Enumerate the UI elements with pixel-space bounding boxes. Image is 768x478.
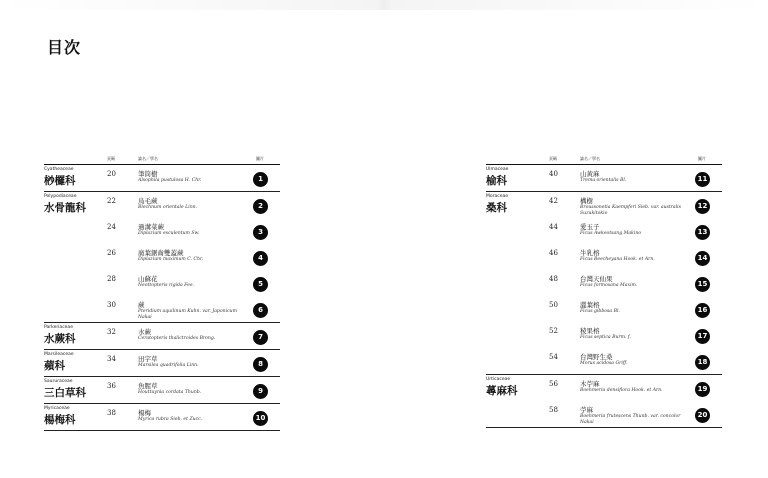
scientific-name: Ficus Beecheyana Hook. et Arn. [580,257,655,262]
family-section [486,375,722,428]
family-section [44,323,280,350]
plant-name: 過溝菜蕨 [138,223,164,231]
list-item[interactable] [44,350,280,376]
scientific-name: Ficus gibbosa Bl. [580,309,620,314]
family-latin-name: Cyatheaceae [44,167,74,172]
family-latin-name: Urticaceae [486,377,511,382]
plant-name: 水蕨 [138,328,151,336]
header-name: 論名／學名 [580,156,600,161]
plant-name: 牛乳榕 [580,249,600,257]
family-name: 蘋科 [44,360,65,372]
plant-name: 稜果榕 [580,327,600,335]
family-section [44,192,280,323]
plate-number-badge: 9 [253,384,268,399]
plant-name: 木苧麻 [580,380,600,388]
plant-name: 蕨 [138,301,145,309]
list-item[interactable] [44,244,280,270]
header-plate: 圖片 [698,156,706,161]
plant-name: 愛玉子 [580,223,600,231]
family-list [44,165,280,431]
plate-number-badge: 15 [695,277,710,292]
family-latin-name: Marsileaceae [44,352,74,357]
scientific-name: Boehmeria densiflora Hook. et Arn. [580,388,663,393]
list-item[interactable] [486,322,722,348]
scientific-name: Ceratopteris thalictroides Brong. [138,336,216,341]
plate-number-badge: 20 [695,408,710,423]
plate-number-badge: 7 [253,330,268,345]
plant-name: 苧麻 [580,406,593,414]
plate-number-badge: 4 [253,251,268,266]
page-number: 42 [549,197,558,205]
scientific-name: Boehmeria frutescens Thunb. var. concolor Nakai [580,414,681,425]
plate-number-badge: 1 [253,172,268,187]
page-title: 目次 [47,38,82,57]
plant-name: 筆筒樹 [138,170,158,178]
page-number: 54 [549,353,558,361]
family-name: 楊梅科 [44,414,76,426]
page-number: 56 [549,380,558,388]
page-number: 44 [549,223,558,231]
scientific-name: Pteridium aquilinum Kuhn. var. Japonicum Nakai [138,309,237,320]
list-item[interactable] [44,192,280,218]
plate-number-badge: 6 [253,303,268,318]
plate-number-badge: 8 [253,357,268,372]
scientific-name: Diplazium esculentum Sw. [138,231,200,236]
column-headers [44,154,280,164]
page-number: 58 [549,406,558,414]
list-item[interactable] [486,165,722,191]
scientific-name: Houttuynia cordata Thunb. [138,390,202,395]
list-item[interactable] [44,218,280,244]
family-name: 三白草科 [44,387,86,399]
plant-name: 魚腥草 [138,382,158,390]
plate-number-badge: 12 [695,199,710,214]
family-section [486,192,722,375]
book-gutter [0,0,768,10]
plate-number-badge: 17 [695,329,710,344]
scientific-name: Broussonetia Kaempferi Sieb. var. australis Suzukitokio [580,205,681,216]
family-latin-name: Parkeriaceae [44,325,73,330]
scientific-name: Neottopteris rigida Fee. [138,283,194,288]
plate-number-badge: 13 [695,225,710,240]
column-headers [486,154,722,164]
plant-name: 台灣天仙果 [580,275,613,283]
list-item[interactable] [44,296,280,322]
page-number: 50 [549,301,558,309]
list-item[interactable] [486,401,722,427]
scientific-name: Ficus Awkeotsang Makino [580,231,642,236]
page-number: 38 [107,409,116,417]
page-number: 20 [107,170,116,178]
header-page: 頁碼 [549,156,557,161]
page-number: 24 [107,223,116,231]
family-name: 榆科 [486,175,507,187]
list-item[interactable] [486,296,722,322]
page-number: 36 [107,382,116,390]
family-latin-name: Saururaceae [44,379,73,384]
list-item[interactable] [486,218,722,244]
family-latin-name: Polypodiaceae [44,194,77,199]
plant-name: 構樹 [580,197,593,205]
list-item[interactable] [44,377,280,403]
scientific-name: Trema orientalis Bl. [580,178,627,183]
page-number: 28 [107,275,116,283]
header-page: 頁碼 [107,156,115,161]
plant-name: 楊梅 [138,409,151,417]
scientific-name: Ficus septica Burm. f. [580,335,631,340]
family-section [44,404,280,431]
plant-name: 澀葉榕 [580,301,600,309]
family-section [44,350,280,377]
scientific-name: Alsophila pustulosa H. Chr. [138,178,202,183]
toc-column-left [44,154,280,431]
scientific-name: Myrica rubra Sieb. et Zucc. [138,417,203,422]
page-number: 32 [107,328,116,336]
family-section [44,165,280,192]
family-name: 水蕨科 [44,333,76,345]
page-number: 30 [107,301,116,309]
scientific-name: Morus acidosa Griff. [580,361,628,366]
header-name: 論名／學名 [138,156,158,161]
plate-number-badge: 2 [253,199,268,214]
scientific-name: Ficus formosana Maxim. [580,283,638,288]
plate-number-badge: 11 [695,172,710,187]
list-item[interactable] [44,270,280,296]
family-name: 桑科 [486,202,507,214]
family-name: 蕁麻科 [486,385,518,397]
list-item[interactable] [486,244,722,270]
plant-name: 台灣野生桑 [580,353,613,361]
plant-name: 烏毛蕨 [138,197,158,205]
page-number: 48 [549,275,558,283]
list-item[interactable] [486,348,722,374]
family-latin-name: Ulmaceae [486,167,509,172]
scientific-name: Diplazium maximum C. Chr. [138,257,204,262]
list-item[interactable] [44,323,280,349]
family-name: 桫欏科 [44,175,76,187]
family-list [486,165,722,428]
header-plate: 圖片 [256,156,264,161]
family-section [44,377,280,404]
list-item[interactable] [486,192,722,218]
list-item[interactable] [486,270,722,296]
list-item[interactable] [486,375,722,401]
scientific-name: Blechnum orientale Linn. [138,205,198,210]
list-item[interactable] [44,404,280,430]
page-number: 34 [107,355,116,363]
plate-number-badge: 16 [695,303,710,318]
plate-number-badge: 19 [695,382,710,397]
page-number: 46 [549,249,558,257]
list-item[interactable] [44,165,280,191]
family-latin-name: Myricaceae [44,406,70,411]
page-number: 22 [107,197,116,205]
plate-number-badge: 3 [253,225,268,240]
plant-name: 山黃麻 [580,170,600,178]
scientific-name: Marsilea quadrifolia Linn. [138,363,199,368]
plate-number-badge: 14 [695,251,710,266]
plate-number-badge: 10 [253,411,268,426]
toc-column-right [486,154,722,428]
plant-name: 田字草 [138,355,158,363]
family-latin-name: Moraceae [486,194,509,199]
page-number: 26 [107,249,116,257]
page-number: 52 [549,327,558,335]
page-number: 40 [549,170,558,178]
plant-name: 山蘇花 [138,275,158,283]
family-section [486,165,722,192]
plate-number-badge: 18 [695,355,710,370]
plant-name: 廣葉鋸齒雙蓋蕨 [138,249,184,257]
plate-number-badge: 5 [253,277,268,292]
family-name: 水骨龍科 [44,202,86,214]
